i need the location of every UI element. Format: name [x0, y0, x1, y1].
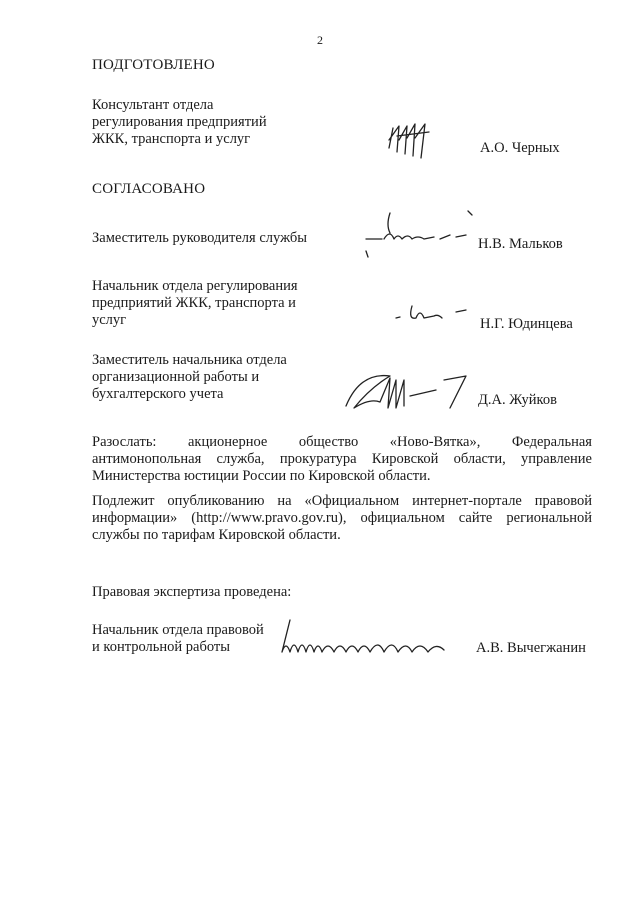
distribution-word: Федеральная [511, 434, 592, 450]
role-line: регулирования предприятий [92, 114, 267, 130]
legal-review-role [92, 622, 292, 656]
role-line: Консультант отдела [92, 97, 214, 113]
publication-paragraph [92, 493, 592, 544]
agreed-heading: СОГЛАСОВАНО [92, 181, 206, 197]
prepared-role [92, 97, 312, 148]
role-line: услуг [92, 312, 127, 328]
prepared-heading: ПОДГОТОВЛЕНО [92, 57, 215, 73]
role-line: и контрольной работы [92, 639, 230, 655]
signature-chernykh [385, 118, 440, 163]
signature-zhuikov [340, 368, 475, 418]
role-line: Заместитель начальника отдела [92, 352, 287, 368]
role-line: Заместитель руководителя службы [92, 230, 308, 246]
distribution-paragraph [92, 434, 592, 485]
role-line: организационной работы и [92, 369, 260, 385]
role-line: предприятий ЖКК, транспорта и [92, 295, 296, 311]
distribution-line-1 [92, 434, 592, 451]
role-line: бухгалтерского учета [92, 386, 224, 402]
signer-name: Н.Г. Юдинцева [480, 316, 573, 332]
distribution-line-2: антимонопольная служба, прокуратура Кировской области, управление [92, 451, 592, 467]
distribution-word: «Ново-Вятка», [389, 434, 481, 450]
signer-name: Н.В. Мальков [478, 236, 563, 252]
prepared-name: А.О. Черных [480, 140, 560, 156]
legal-review-name: А.В. Вычегжанин [476, 640, 586, 656]
publication-line-2: информации» (http://www.pravo.gov.ru), официальном сайте региональной [92, 510, 592, 526]
signer-role [92, 352, 332, 403]
legal-review-heading: Правовая экспертиза проведена: [92, 584, 292, 600]
page-number: 2 [317, 33, 323, 47]
signature-yudintseva [390, 298, 475, 328]
signature-malkov [360, 205, 480, 260]
distribution-line-3: Министерства юстиции России по Кировской области. [92, 468, 431, 484]
role-line: Начальник отдела правовой [92, 622, 264, 638]
publication-line-1: Подлежит опубликованию на «Официальном интернет-портале правовой [92, 493, 592, 509]
signature-vychegzhanin [272, 612, 462, 662]
signer-role [92, 230, 352, 247]
distribution-word: общество [298, 434, 359, 450]
publication-line-3: службы по тарифам Кировской области. [92, 527, 341, 543]
role-line: Начальник отдела регулирования [92, 278, 298, 294]
role-line: ЖКК, транспорта и услуг [92, 131, 251, 147]
signer-name: Д.А. Жуйков [478, 392, 557, 408]
signer-role [92, 278, 332, 329]
distribution-label: Разослать: [92, 434, 157, 450]
distribution-word: акционерное [188, 434, 268, 450]
